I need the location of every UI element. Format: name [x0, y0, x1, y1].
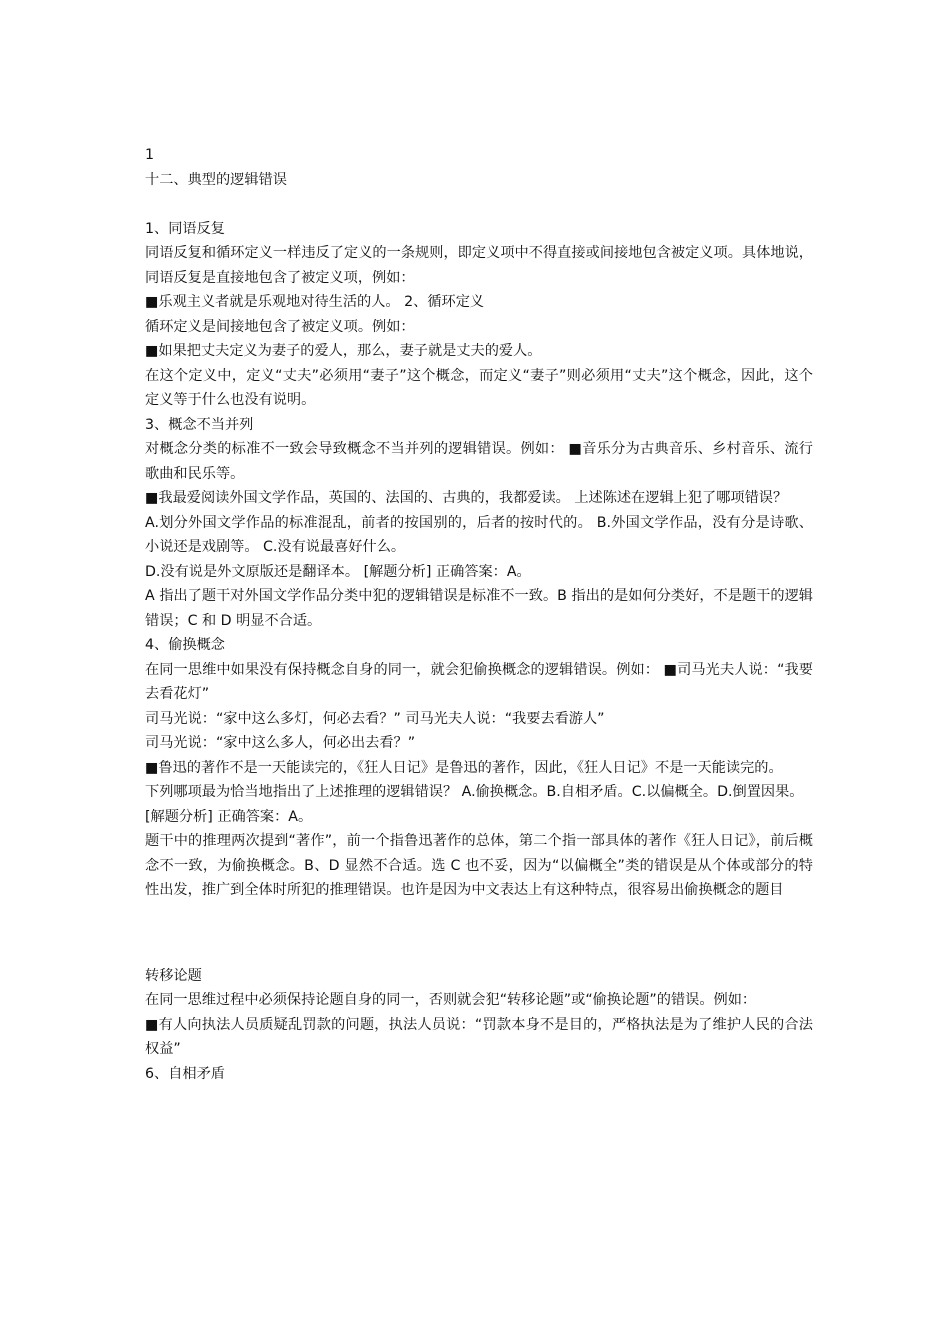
heading-tautology: 1、同语反复	[145, 220, 225, 237]
paragraph: [解题分析] 正确答案：A。	[145, 808, 313, 825]
paragraph: 在同一思维中如果没有保持概念自身的同一，就会犯偷换概念的逻辑错误。例如： ■司马光夫人说：“我要去看花灯”	[145, 661, 813, 702]
paragraph: 同语反复和循环定义一样违反了定义的一条规则，即定义项中不得直接或间接地包含被定义项。具体地说，同语反复是直接地包含了被定义项，例如：	[145, 245, 813, 286]
paragraph: 下列哪项最为恰当地指出了上述推理的逻辑错误？ A.偷换概念。B.自相矛盾。C.以偏概全。D.倒置因果。	[145, 784, 804, 800]
heading-concept-swapping: 4、偷换概念	[145, 637, 225, 653]
paragraph: ■乐观主义者就是乐观地对待生活的人。 2、循环定义	[145, 294, 485, 310]
paragraph: 在这个定义中，定义“丈夫”必须用“妻子”这个概念，而定义“妻子”则必须用“丈夫”这个概念，因此，这个定义等于什么也没有说明。	[145, 367, 813, 408]
paragraph: 司马光说：“家中这么多人，何必出去看？”	[145, 735, 416, 751]
paragraph: 在同一思维过程中必须保持论题自身的同一，否则就会犯“转移论题”或“偷换论题”的错误。例如：	[145, 992, 757, 1008]
paragraph: 循环定义是间接地包含了被定义项。例如：	[145, 318, 415, 335]
paragraph: D.没有说是外文原版还是翻译本。 [解题分析] 正确答案：A。	[145, 563, 531, 580]
section-title: 十二、典型的逻辑错误	[145, 171, 287, 188]
paragraph: 司马光说：“家中这么多灯，何必去看？” 司马光夫人说：“我要去看游人”	[145, 710, 605, 727]
page-number: 1	[145, 147, 155, 163]
heading-self-contradiction: 6、自相矛盾	[145, 1065, 225, 1082]
paragraph: ■如果把丈夫定义为妻子的爱人，那么，妻子就是丈夫的爱人。	[145, 343, 542, 359]
paragraph: ■我最爱阅读外国文学作品，英国的、法国的、古典的，我都爱读。 上述陈述在逻辑上犯了哪项错误？	[145, 490, 788, 506]
blank-line	[145, 192, 813, 217]
heading-improper-juxtaposition: 3、概念不当并列	[145, 416, 254, 433]
blank-space	[145, 903, 813, 964]
document-body	[145, 143, 813, 1086]
paragraph: 对概念分类的标准不一致会导致概念不当并列的逻辑错误。例如： ■音乐分为古典音乐、乡村音乐、流行歌曲和民乐等。	[145, 441, 813, 482]
paragraph: A.划分外国文学作品的标准混乱，前者的按国别的，后者的按时代的。 B.外国文学作品，没有分是诗歌、小说还是戏剧等。 C.没有说最喜好什么。	[145, 514, 813, 555]
paragraph: ■有人向执法人员质疑乱罚款的问题，执法人员说：“罚款本身不是目的，严格执法是为了维护人民的合法权益”	[145, 1016, 813, 1057]
paragraph: 题干中的推理两次提到“著作”，前一个指鲁迅著作的总体，第二个指一部具体的著作《狂人日记》，前后概念不一致，为偷换概念。B、D 显然不合适。选 C 也不妥，因为“以偏概全”类的错误是从个体或部分的特性出发，推广到全体时所犯的推理错误。也许是因为中文表达上有这种特点，很容易出偷换概念的题目	[145, 833, 813, 898]
heading-topic-shifting: 转移论题	[145, 967, 202, 984]
paragraph: A 指出了题干对外国文学作品分类中犯的逻辑错误是标准不一致。B 指出的是如何分类好，不是题干的逻辑错误；C 和 D 明显不合适。	[145, 588, 813, 629]
paragraph: ■鲁迅的著作不是一天能读完的，《狂人日记》是鲁迅的著作，因此，《狂人日记》不是一天能读完的。	[145, 759, 783, 776]
